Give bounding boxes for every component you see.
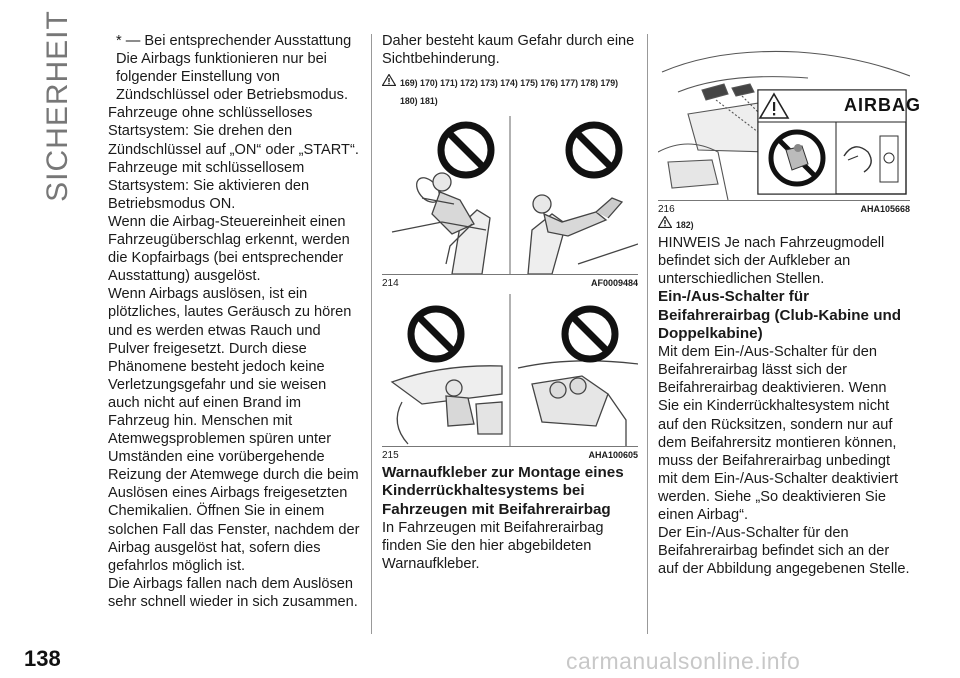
warning-triangle-icon	[382, 74, 396, 86]
figure-216-caption: 216 AHA105668	[658, 204, 910, 215]
warning-references: 182)	[658, 216, 910, 234]
paragraph: Mit dem Ein-/Aus-Schalter für den Beifahrerairbag lässt sich der Beifahrerairbag deaktivieren. Wenn Sie ein Kinderrückhaltesystem nicht auf den Rücksitzen, sondern nur auf dem Beifahrersitz montieren können, muss der Beifahrerairbag unbedingt mit dem Ein-/Aus-Schalter deaktiviert werden. Siehe „So deaktivieren Sie einen Airbag“.	[658, 344, 899, 524]
section-heading: Ein-/Aus-Schalter für Beifahrerairbag (Club-Kabine und Doppelkabine)	[658, 288, 902, 342]
warning-triangle-icon	[658, 216, 672, 228]
paragraph: Die Airbags fallen nach dem Auslösen sehr schnell wieder in sich zusammen.	[108, 575, 358, 610]
figure-216-illustration	[658, 32, 910, 200]
figure-214	[382, 114, 638, 275]
paragraph: Daher besteht kaum Gefahr durch eine Sichtbehinderung.	[382, 33, 635, 68]
footnote: * — Bei entsprechender Ausstattung	[116, 33, 352, 49]
figure-215-illustration	[382, 294, 638, 446]
figure-216	[658, 32, 921, 201]
paragraph: Fahrzeuge ohne schlüsselloses Startsystem: Sie drehen den Zündschlüssel auf „ON“ oder „START“.	[108, 105, 359, 158]
column-divider	[647, 34, 648, 634]
column-divider	[371, 34, 372, 634]
paragraph: Wenn Airbags auslösen, ist ein plötzliches, lautes Geräusch zu hören und es werden etwas Rauch und Pulver freigesetzt. Durch diese Phänomene besteht jedoch keine Verletzungsgefahr und sie weisen auch nicht auf einen Brand im Fahrzeug hin. Menschen mit Atemwegsproblemen spüren unter Umständen eine vorübergehende Reizung der Atemwege durch die beim Auslösen eines Airbags freigesetzten Chemikalien. Öffnen Sie in einem solchen Fall das Fenster, nachdem der Airbag ausgelöst hat, sofern dies gefahrlos möglich ist.	[108, 286, 360, 574]
note-paragraph: HINWEIS Je nach Fahrzeugmodell befindet sich der Aufkleber an unterschiedlichen Stellen.	[658, 235, 885, 288]
page-number: 138	[24, 646, 61, 671]
paragraph: In Fahrzeugen mit Beifahrerairbag finden Sie den hier abgebildeten Warnaufkleber.	[382, 520, 604, 573]
paragraph: Die Airbags funktionieren nur bei folgender Einstellung von Zündschlüssel oder Betriebsmodus.	[116, 51, 348, 104]
watermark: carmanualsonline.info	[566, 648, 801, 674]
paragraph: Der Ein-/Aus-Schalter für den Beifahrerairbag befindet sich an der auf der Abbildung angegebenen Stelle.	[658, 525, 910, 578]
figure-215	[382, 294, 638, 447]
section-heading: Warnaufkleber zur Montage eines Kinderrückhaltesystems bei Fahrzeugen mit Beifahrerairbag	[382, 464, 624, 518]
section-side-title: SICHERHEIT	[41, 10, 74, 202]
figure-215-caption: 215 AHA100605	[382, 450, 638, 462]
column-middle	[382, 32, 638, 573]
figure-214-illustration	[382, 114, 638, 274]
column-left	[108, 32, 360, 611]
column-right	[658, 32, 921, 578]
figure-214-caption: 214 AF0009484	[382, 278, 638, 290]
paragraph: Fahrzeuge mit schlüssellosem Startsystem: Sie aktivieren den Betriebsmodus ON.	[108, 159, 310, 212]
airbag-label-text: AIRBAG	[844, 95, 921, 115]
paragraph: Wenn die Airbag-Steuereinheit einen Fahrzeugüberschlag erkennt, werden die Kopfairbags (bei entsprechender Ausstattung) ausgelöst.	[108, 213, 350, 285]
warning-references: 169) 170) 171) 172) 173) 174) 175) 176) 177) 178) 179) 180) 181)	[382, 74, 638, 110]
